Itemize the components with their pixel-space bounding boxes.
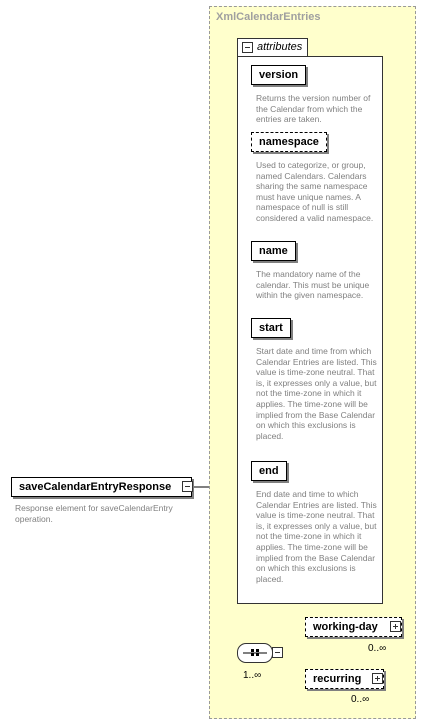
expand-icon[interactable]: [390, 621, 401, 632]
collapse-icon[interactable]: [272, 647, 283, 658]
element-occurrence: 0..∞: [351, 694, 370, 705]
element-label: working-day: [313, 621, 378, 633]
element-occurrence: 0..∞: [368, 643, 387, 654]
collapse-icon[interactable]: [182, 481, 193, 492]
complex-type-title: XmlCalendarEntries: [216, 11, 321, 23]
element-working-day[interactable]: [305, 617, 402, 637]
root-element-description: Response element for saveCalendarEntry operation.: [15, 503, 173, 524]
attribute-description: End date and time to which Calendar Entries are listed. This value is time-zone neutral. That is, it expresses only a value, but not the time-zone in which it applies. The time-zone will be implied from the Base Calendar on which this exclusions is placed.: [256, 489, 377, 584]
sequence-icon: [241, 646, 269, 660]
root-element[interactable]: saveCalendarEntryResponse: [11, 477, 192, 497]
sequence-occurrence: 1..∞: [243, 670, 262, 681]
collapse-icon[interactable]: [242, 42, 253, 53]
expand-icon[interactable]: [372, 673, 383, 684]
sequence-compositor[interactable]: [237, 643, 273, 663]
attribute-end[interactable]: end: [251, 461, 287, 481]
attribute-namespace[interactable]: namespace: [251, 132, 327, 152]
attributes-label: attributes: [257, 41, 303, 53]
attribute-name[interactable]: name: [251, 241, 296, 261]
attribute-description: Returns the version number of the Calendar from which the entries are taken.: [256, 93, 371, 125]
attribute-version[interactable]: version: [251, 65, 306, 85]
attribute-description: Start date and time from which Calendar Entries are listed. This value is time-zone neutral. That is, it expresses only a value, but not the time-zone in which it applies. The time-zone will be implied from the Base Calendar on which this exclusions is placed.: [256, 346, 377, 441]
attribute-description: Used to categorize, or group, named Calendars. Calendars sharing the same namespace must have unique names. A namespace of null is still considered a valid namespace.: [256, 160, 374, 223]
attribute-description: The mandatory name of the calendar. This must be unique within the given namespace.: [256, 269, 370, 301]
element-label: recurring: [313, 673, 362, 685]
attribute-start[interactable]: start: [251, 318, 291, 338]
